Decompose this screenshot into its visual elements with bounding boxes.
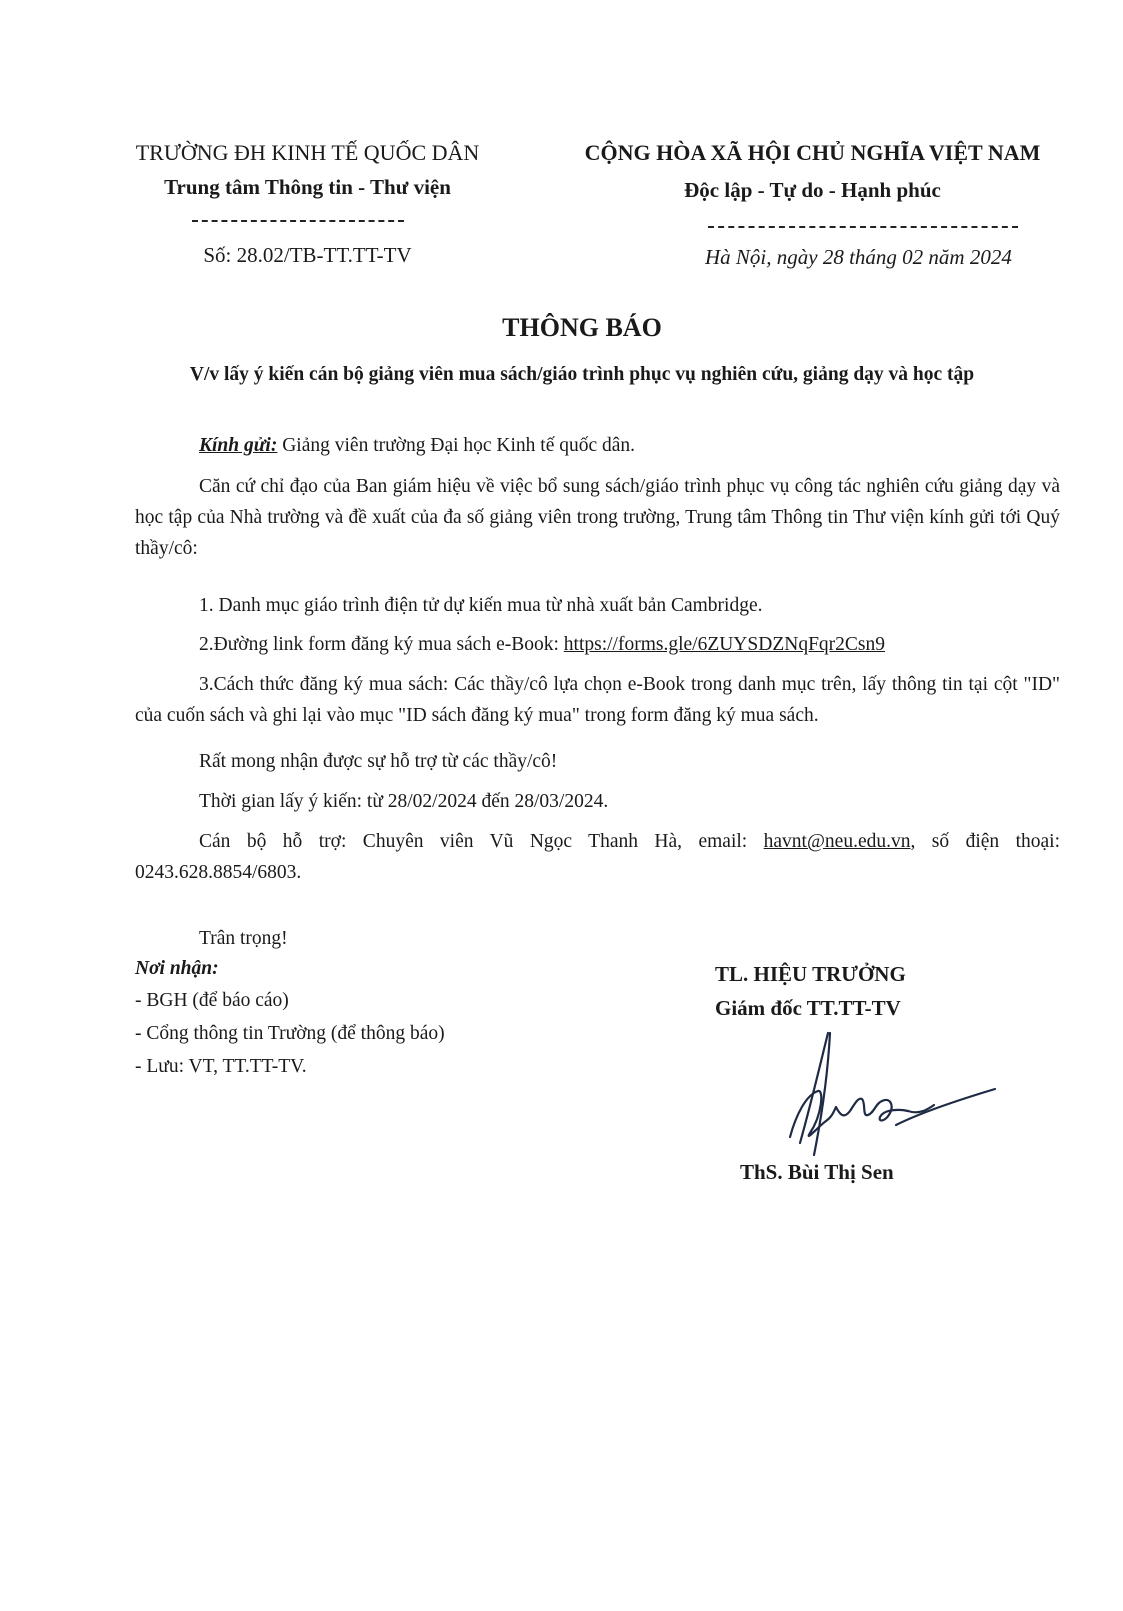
- signature-role: TL. HIỆU TRƯỞNG: [715, 962, 906, 986]
- list-item-1: 1. Danh mục giáo trình điện tử dự kiến mua từ nhà xuất bản Cambridge.: [199, 595, 763, 616]
- list-item-3: 3.Cách thức đăng ký mua sách: Các thầy/cô lựa chọn e-Book trong danh mục trên, lấy thông tin tại cột "ID" của cuốn sách và ghi lại vào mục "ID sách đăng ký mua" trong form đăng ký mua sách.: [135, 674, 1060, 726]
- national-motto: Độc lập - Tự do - Hạnh phúc: [684, 178, 941, 202]
- contact-paragraph: [135, 826, 1060, 888]
- department-name: Trung tâm Thông tin - Thư viện: [164, 175, 451, 199]
- recipient-item: - BGH (để báo cáo): [135, 990, 289, 1011]
- notice-subject: V/v lấy ý kiến cán bộ giảng viên mua sách/giáo trình phục vụ nghiên cứu, giảng dạy và học tập: [189, 364, 975, 385]
- greeting: [135, 430, 1060, 461]
- country-name: CỘNG HÒA XÃ HỘI CHỦ NGHĨA VIỆT NAM: [584, 140, 1041, 165]
- support-wish: Rất mong nhận được sự hỗ trợ từ các thầy/cô!: [199, 751, 558, 772]
- feedback-period: Thời gian lấy ý kiến: từ 28/02/2024 đến 28/03/2024.: [199, 791, 609, 812]
- document-number: Số: 28.02/TB-TT.TT-TV: [203, 243, 412, 267]
- closing: Trân trọng!: [199, 928, 288, 949]
- recipients-label: Nơi nhận:: [135, 958, 219, 979]
- greeting-text: Giảng viên trường Đại học Kinh tế quốc dân.: [277, 435, 636, 456]
- contact-phone: , số điện thoại: 0243.628.8854/6803.: [135, 831, 1060, 883]
- intro-paragraph: Căn cứ chỉ đạo của Ban giám hiệu về việc bổ sung sách/giáo trình phục vụ công tác nghiên cứu giảng dạy và học tập của Nhà trường và đề xuất của đa số giảng viên trong trường, Trung tâm Thông tin Thư viện kính gửi tới Quý thầy/cô:: [135, 476, 1060, 559]
- handwritten-signature: [770, 1025, 1005, 1160]
- contact-email-link[interactable]: havnt@neu.edu.vn: [763, 831, 911, 852]
- university-name: TRƯỜNG ĐH KINH TẾ QUỐC DÂN: [135, 140, 480, 165]
- contact-text: Cán bộ hỗ trợ: Chuyên viên Vũ Ngọc Thanh Hà, email:: [199, 831, 764, 852]
- recipient-item: - Lưu: VT, TT.TT-TV.: [135, 1056, 307, 1077]
- list-item-2-text: 2.Đường link form đăng ký mua sách e-Book:: [199, 634, 564, 655]
- greeting-label: Kính gửi:: [199, 435, 278, 456]
- notice-title: THÔNG BÁO: [502, 313, 662, 342]
- date-line: Hà Nội, ngày 28 tháng 02 năm 2024: [705, 245, 1012, 269]
- signer-name: ThS. Bùi Thị Sen: [740, 1160, 894, 1184]
- registration-form-link[interactable]: https://forms.gle/6ZUYSDZNqFqr2Csn9: [563, 634, 885, 655]
- recipient-item: - Cổng thông tin Trường (để thông báo): [135, 1023, 445, 1044]
- left-header-divider: [192, 220, 404, 222]
- right-header-divider: [708, 226, 1018, 228]
- list-item-2: [135, 629, 1060, 660]
- signature-position: Giám đốc TT.TT-TV: [715, 996, 901, 1020]
